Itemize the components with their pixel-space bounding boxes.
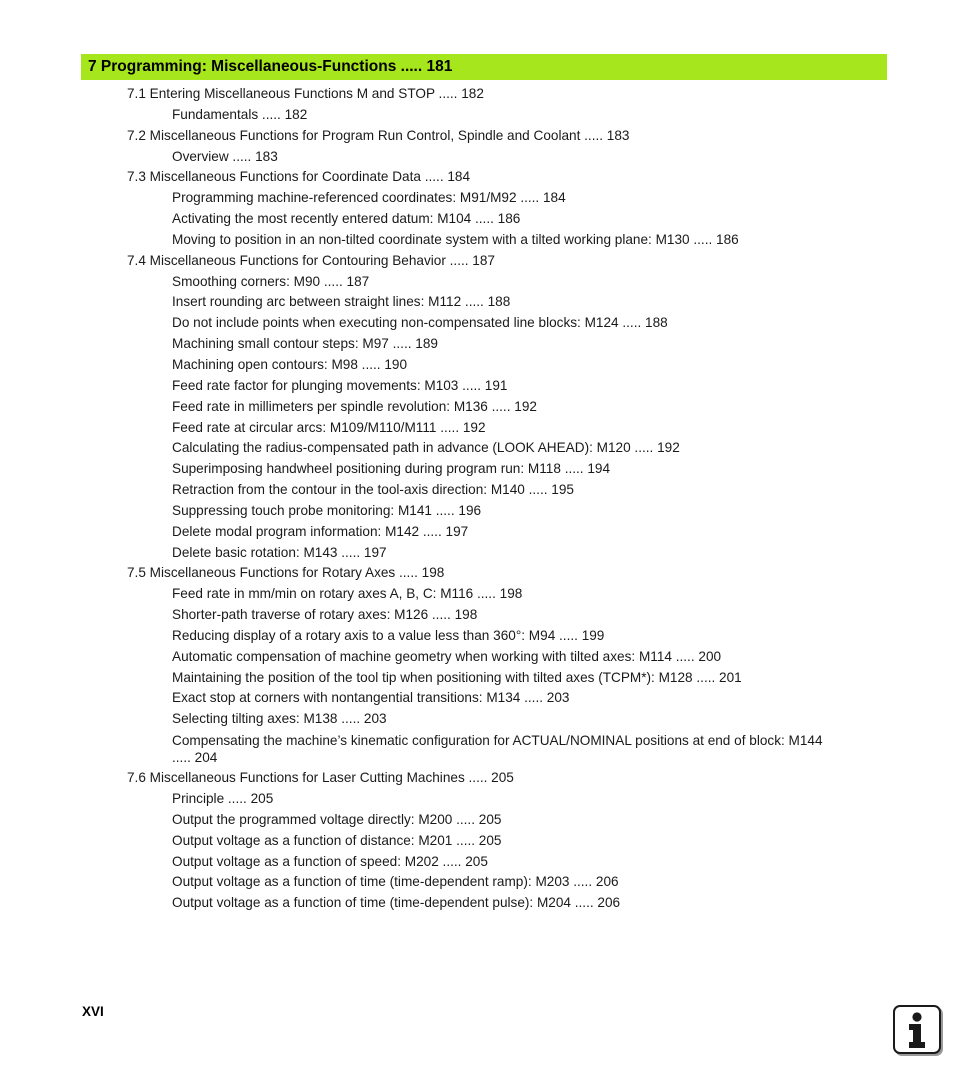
toc-section-entry[interactable]: 7.3 Miscellaneous Functions for Coordinate Data ..... 184 [127,169,471,185]
chapter-title: 7 Programming: Miscellaneous-Functions ..... 181 [88,58,453,75]
toc-subsection-entry[interactable]: Feed rate in millimeters per spindle revolution: M136 ..... 192 [172,398,537,414]
toc-subsection-entry[interactable]: Moving to position in an non-tilted coordinate system with a tilted working plane: M130 ..... 186 [172,231,739,247]
toc-subsection-entry[interactable]: Shorter-path traverse of rotary axes: M126 ..... 198 [172,607,478,623]
toc-subsection-entry[interactable]: Machining small contour steps: M97 ..... 189 [172,336,438,352]
toc-subsection-entry[interactable]: Compensating the machine’s kinematic configuration for ACTUAL/NOMINAL positions at end of block: M144 ..... 204 [172,733,823,766]
toc-section-entry[interactable]: 7.2 Miscellaneous Functions for Program Run Control, Spindle and Coolant ..... 183 [127,127,630,143]
toc-section-entry[interactable]: 7.6 Miscellaneous Functions for Laser Cutting Machines ..... 205 [127,770,514,786]
toc-subsection-entry[interactable]: Output voltage as a function of time (time-dependent pulse): M204 ..... 206 [172,895,621,911]
toc-subsection-entry[interactable]: Output voltage as a function of speed: M202 ..... 205 [172,853,488,869]
info-glyph [895,1007,939,1052]
toc-subsection-entry[interactable]: Delete modal program information: M142 ..... 197 [172,523,469,539]
toc-subsection-entry[interactable]: Output voltage as a function of distance: M201 ..... 205 [172,832,502,848]
toc-subsection-entry[interactable]: Feed rate in mm/min on rotary axes A, B, C: M116 ..... 198 [172,586,523,602]
toc-subsection-entry[interactable]: Output the programmed voltage directly: M200 ..... 205 [172,811,502,827]
toc-subsection-entry[interactable]: Overview ..... 183 [172,148,278,164]
toc-subsection-entry[interactable]: Machining open contours: M98 ..... 190 [172,356,408,372]
toc-section-entry[interactable]: 7.4 Miscellaneous Functions for Contouring Behavior ..... 187 [127,252,495,268]
toc-subsection-entry[interactable]: Superimposing handwheel positioning during program run: M118 ..... 194 [172,461,611,477]
toc-subsection-entry[interactable]: Activating the most recently entered datum: M104 ..... 186 [172,211,521,227]
table-of-contents [0,84,954,914]
toc-subsection-entry[interactable]: Retraction from the contour in the tool-axis direction: M140 ..... 195 [172,482,574,498]
toc-subsection-entry[interactable]: Calculating the radius-compensated path in advance (LOOK AHEAD): M120 ..... 192 [172,440,680,456]
toc-subsection-entry[interactable]: Fundamentals ..... 182 [172,106,308,122]
info-icon [893,1005,941,1054]
toc-subsection-entry[interactable]: Reducing display of a rotary axis to a value less than 360°: M94 ..... 199 [172,627,605,643]
toc-subsection-entry[interactable]: Smoothing corners: M90 ..... 187 [172,273,370,289]
toc-subsection-entry[interactable]: Do not include points when executing non-compensated line blocks: M124 ..... 188 [172,315,668,331]
toc-section-entry[interactable]: 7.1 Entering Miscellaneous Functions M and STOP ..... 182 [127,86,484,101]
toc-subsection-entry[interactable]: Suppressing touch probe monitoring: M141 ..... 196 [172,502,482,518]
toc-subsection-entry[interactable]: Programming machine-referenced coordinates: M91/M92 ..... 184 [172,190,566,206]
toc-subsection-entry[interactable]: Automatic compensation of machine geometry when working with tilted axes: M114 ..... 200 [172,648,722,664]
toc-subsection-entry[interactable]: Insert rounding arc between straight lines: M112 ..... 188 [172,294,511,310]
toc-subsection-entry[interactable]: Maintaining the position of the tool tip when positioning with tilted axes (TCPM*): M128 ..... 201 [172,669,742,685]
toc-subsection-entry[interactable]: Exact stop at corners with nontangential transitions: M134 ..... 203 [172,690,570,706]
toc-subsection-entry[interactable]: Feed rate factor for plunging movements: M103 ..... 191 [172,377,508,393]
toc-section-entry[interactable]: 7.5 Miscellaneous Functions for Rotary Axes ..... 198 [127,565,445,581]
chapter-heading[interactable] [81,54,887,80]
toc-subsection-entry[interactable]: Delete basic rotation: M143 ..... 197 [172,544,387,560]
toc-subsection-entry[interactable]: Output voltage as a function of time (time-dependent ramp): M203 ..... 206 [172,874,619,890]
toc-subsection-entry[interactable]: Feed rate at circular arcs: M109/M110/M111 ..... 192 [172,419,486,435]
toc-subsection-entry[interactable]: Selecting tilting axes: M138 ..... 203 [172,711,387,727]
page-number: XVI [82,1004,104,1019]
toc-subsection-entry[interactable]: Principle ..... 205 [172,791,274,806]
